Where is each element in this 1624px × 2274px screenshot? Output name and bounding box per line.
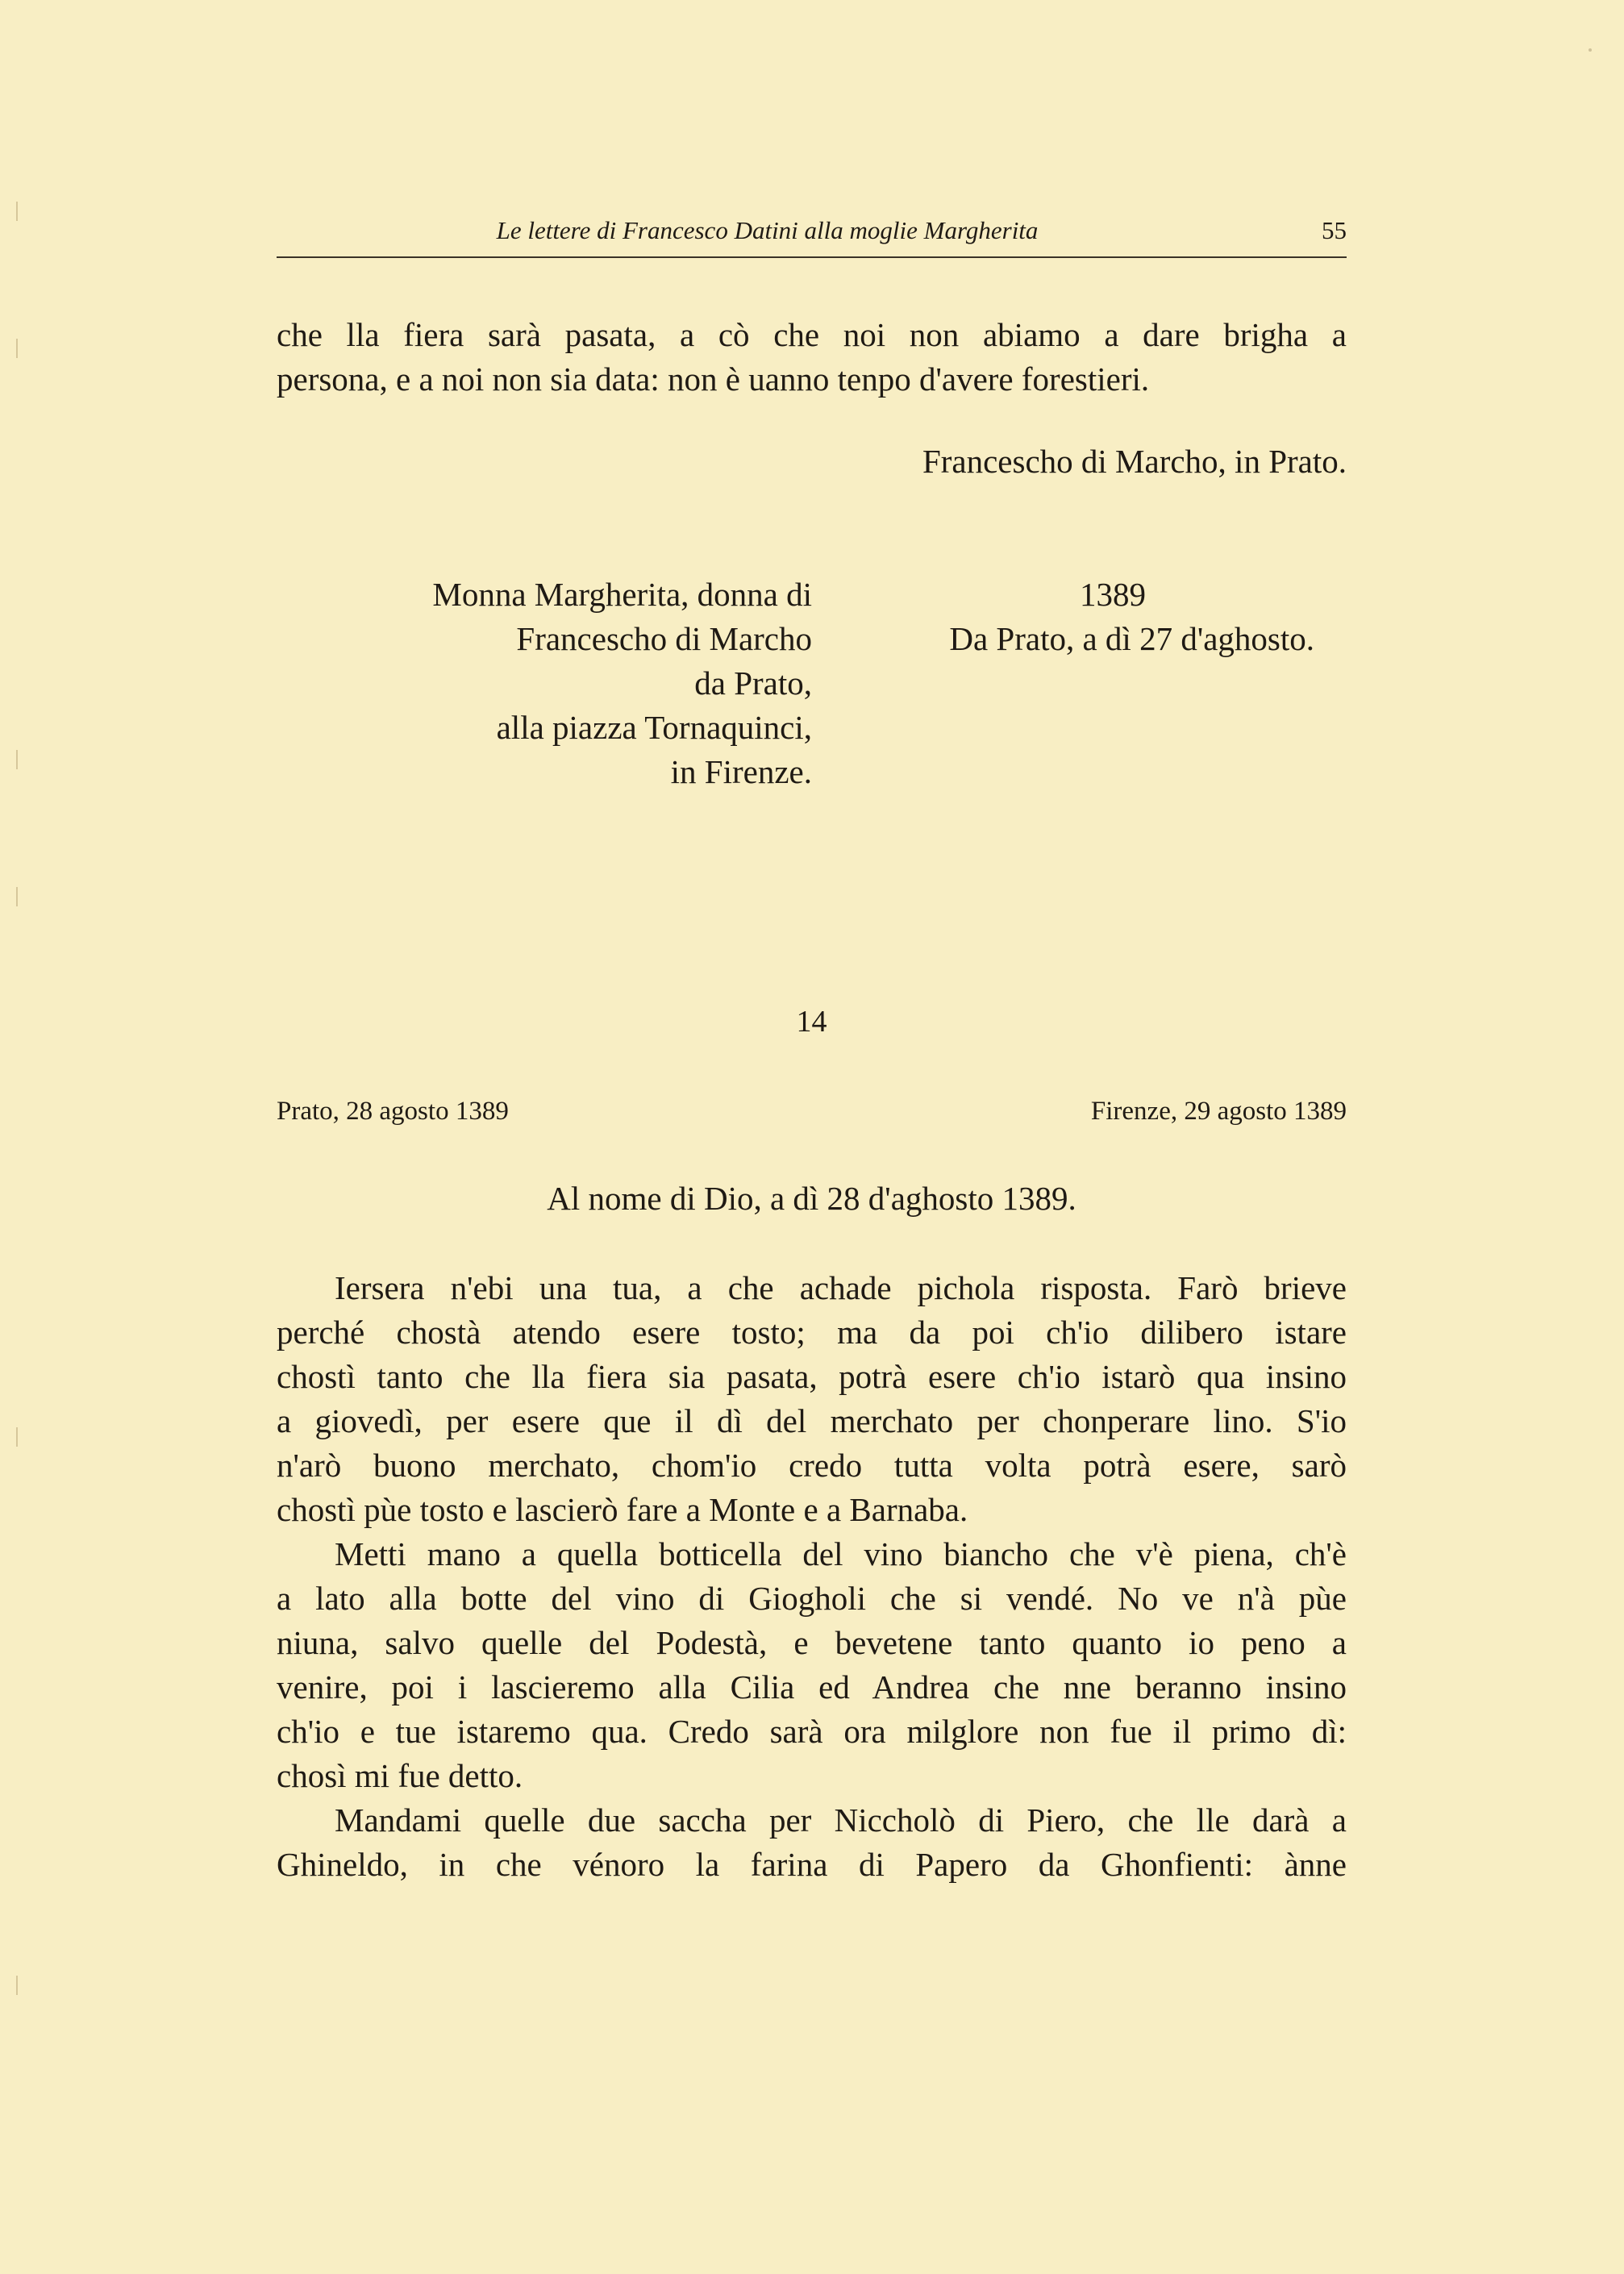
letter-paragraph [277, 1798, 1347, 1887]
binding-mark [16, 1976, 26, 1995]
text-line: n'arò buono merchato, chom'io credo tutta volta potrà esere, sarò [277, 1447, 1347, 1484]
letter-opening: Al nome di Dio, a dì 28 d'aghosto 1389. [547, 1180, 1076, 1217]
from-place-date: Prato, 28 agosto 1389 [277, 1097, 509, 1126]
text-line: perché chostà atendo esere tosto; ma da poi ch'io dilibero istare [277, 1314, 1347, 1351]
text-line: Metti mano a quella botticella del vino biancho che v'è piena, ch'è [335, 1535, 1347, 1572]
year: 1389 [1080, 576, 1146, 613]
text-line: niuna, salvo quelle del Podestà, e bevetene tanto quanto io peno a [277, 1624, 1347, 1661]
address-line: alla piazza Tornaquinci, [496, 709, 812, 746]
paper-speck [1589, 48, 1592, 52]
signature: Francescho di Marcho, in Prato. [922, 443, 1347, 480]
text-line: Mandami quelle due saccha per Niccholò di Piero, che lle darà a [335, 1801, 1347, 1839]
header-rule [277, 256, 1347, 258]
text-line: persona, e a noi non sia data: non è uanno tenpo d'avere forestieri. [277, 360, 1150, 398]
previous-letter-closing [277, 313, 1347, 402]
text-line: chostì pùe tosto e lascierò fare a Monte e a Barnaba. [277, 1491, 968, 1528]
letter-paragraph [277, 1532, 1347, 1798]
text-line: ch'io e tue istaremo qua. Credo sarà ora milglore non fue il primo dì: [277, 1713, 1347, 1750]
binding-mark [16, 887, 26, 906]
text-line: Iersera n'ebi una tua, a che achade pichola risposta. Farò brieve [335, 1269, 1347, 1306]
text-line: a giovedì, per esere que il dì del merchato per chonperare lino. S'io [277, 1402, 1347, 1439]
text-line: Ghineldo, in che vénoro la farina di Papero da Ghonfienti: ànne [277, 1846, 1347, 1883]
date-line: Da Prato, a dì 27 d'aghosto. [949, 620, 1314, 657]
binding-mark [16, 339, 26, 358]
binding-mark [16, 202, 26, 221]
letter-paragraph [277, 1266, 1347, 1532]
text-line: chosì mi fue detto. [277, 1757, 523, 1794]
running-title: Le lettere di Francesco Datini alla moglie Margherita [496, 216, 1039, 244]
address-line: da Prato, [694, 664, 812, 702]
binding-mark [16, 750, 26, 769]
address-block [277, 573, 812, 794]
text-line: venire, poi i lascieremo alla Cilia ed Andrea che nne beranno insino [277, 1668, 1347, 1706]
address-line: in Firenze. [670, 753, 812, 790]
page-number: 55 [1322, 216, 1347, 244]
address-line: Monna Margherita, donna di [432, 576, 812, 613]
date-block [863, 573, 1314, 661]
text-line: che lla fiera sarà pasata, a cò che noi non abiamo a dare brigha a [277, 316, 1347, 353]
to-place-date: Firenze, 29 agosto 1389 [1090, 1097, 1347, 1126]
letter-number: 14 [796, 1005, 827, 1039]
binding-mark [16, 1427, 26, 1447]
text-line: chostì tanto che lla fiera sia pasata, potrà esere ch'io istarò qua insino [277, 1358, 1347, 1395]
address-line: Francescho di Marcho [516, 620, 812, 657]
text-line: a lato alla botte del vino di Giogholi che si vendé. No ve n'à pùe [277, 1580, 1347, 1617]
